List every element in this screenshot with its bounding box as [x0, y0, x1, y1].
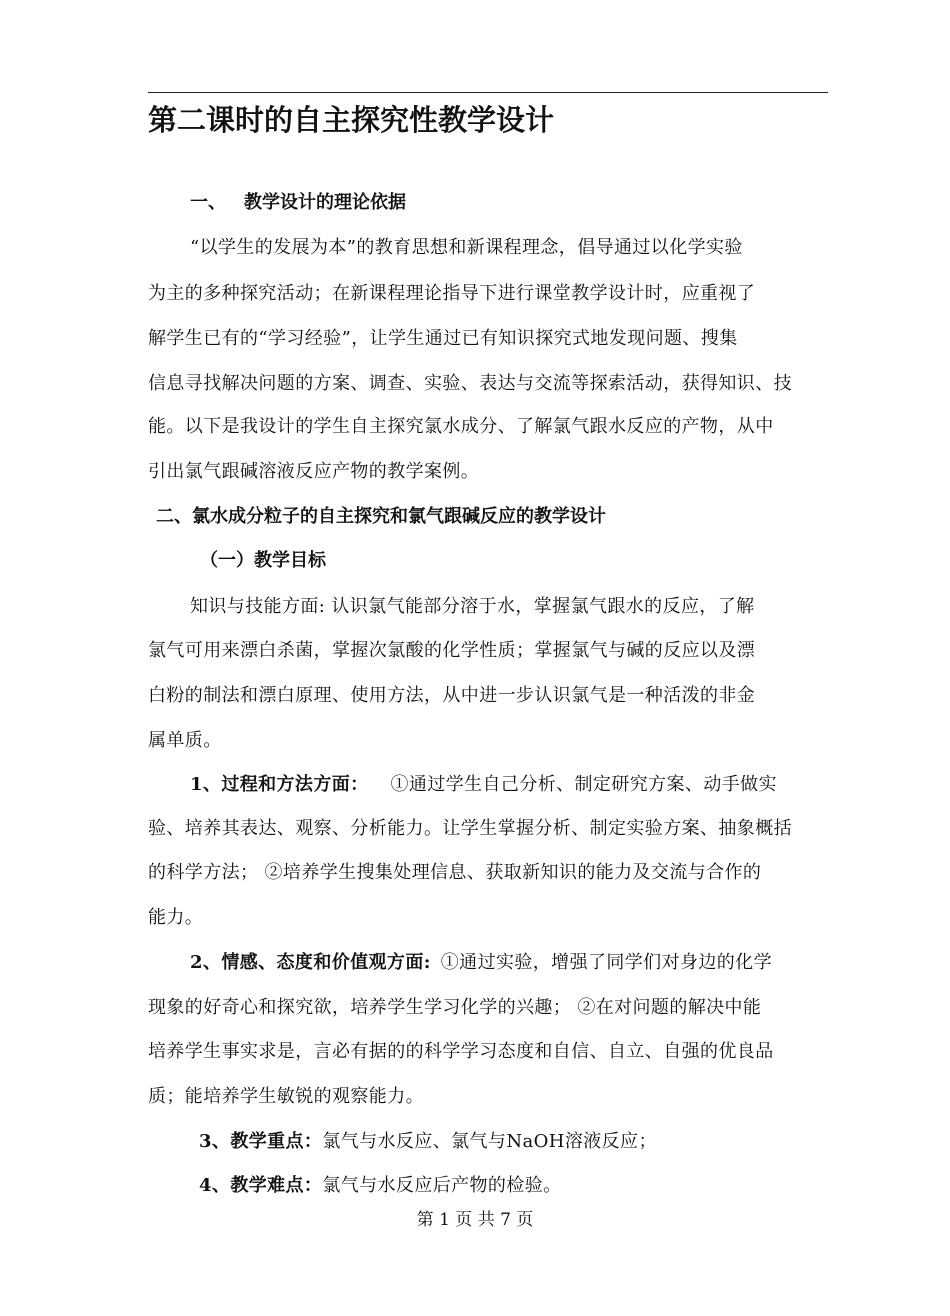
emotion-text: ①通过实验，增强了同学们对身边的化学	[440, 952, 772, 973]
section2-heading: 二、氯水成分粒子的自主探究和氯气跟碱反应的教学设计	[156, 506, 606, 527]
difficult-point-line	[199, 1174, 562, 1198]
paragraph-line: “以学生的发展为本”的教育思想和新课程理念，倡导通过以化学实验	[190, 237, 743, 258]
knowledge-line: 属单质。	[148, 730, 222, 751]
page-title: 第二课时的自主探究性教学设计	[148, 103, 555, 137]
process-text: ①通过学生自己分析、制定研究方案、动手做实	[390, 774, 777, 795]
page-footer: 第 1 页 共 7 页	[416, 1210, 534, 1230]
section1-heading	[190, 191, 406, 215]
knowledge-line: 氯气可用来漂白杀菌，掌握次氯酸的化学性质；掌握氯气与碱的反应以及漂	[148, 640, 756, 661]
process-line: 验、培养其表达、观察、分析能力。让学生掌握分析、制定实验方案、抽象概括	[148, 818, 792, 839]
section1-title: 教学设计的理论依据	[244, 192, 406, 213]
process-label: 1、过程和方法方面：	[190, 774, 369, 795]
section1-number: 一、	[190, 192, 226, 213]
paragraph-line: 为主的多种探究活动；在新课程理论指导下进行课堂教学设计时，应重视了	[148, 283, 756, 304]
emotion-line: 质；能培养学生敏锐的观察能力。	[148, 1086, 424, 1107]
emotion-label: 2、情感、态度和价值观方面:	[190, 952, 431, 973]
emotion-line: 现象的好奇心和探究欲，培养学生学习化学的兴趣； ②在对问题的解决中能	[148, 997, 762, 1018]
key-point-line	[199, 1130, 657, 1154]
key-point-label: 3、教学重点：	[199, 1131, 323, 1152]
process-line: 的科学方法； ②培养学生搜集处理信息、获取新知识的能力及交流与合作的	[148, 862, 762, 883]
process-line	[190, 773, 777, 797]
difficult-point-text: 氯气与水反应后产物的检验。	[322, 1175, 562, 1196]
paragraph-line: 信息寻找解决问题的方案、调查、实验、表达与交流等探索活动，获得知识、技	[148, 373, 792, 394]
knowledge-line: 知识与技能方面: 认识氯气能部分溶于水，掌握氯气跟水的反应，了解	[190, 596, 755, 617]
process-line: 能力。	[148, 907, 204, 928]
knowledge-line: 白粉的制法和漂白原理、使用方法，从中进一步认识氯气是一种活泼的非金	[148, 685, 756, 706]
paragraph-line: 引出氯气跟碱溶液反应产物的教学案例。	[148, 461, 480, 482]
emotion-line	[190, 951, 772, 975]
header-rule	[148, 92, 828, 93]
emotion-line: 培养学生事实求是，言必有据的的科学学习态度和自信、自立、自强的优良品	[148, 1041, 774, 1062]
key-point-text: 氯气与水反应、氯气与NaOH溶液反应；	[322, 1131, 657, 1152]
paragraph-line: 能。以下是我设计的学生自主探究氯水成分、了解氯气跟水反应的产物，从中	[148, 416, 774, 437]
paragraph-line: 解学生已有的“学习经验”，让学生通过已有知识探究式地发现问题、搜集	[148, 328, 738, 349]
section2-subheading: （一）教学目标	[200, 550, 326, 571]
difficult-point-label: 4、教学难点：	[199, 1175, 323, 1196]
